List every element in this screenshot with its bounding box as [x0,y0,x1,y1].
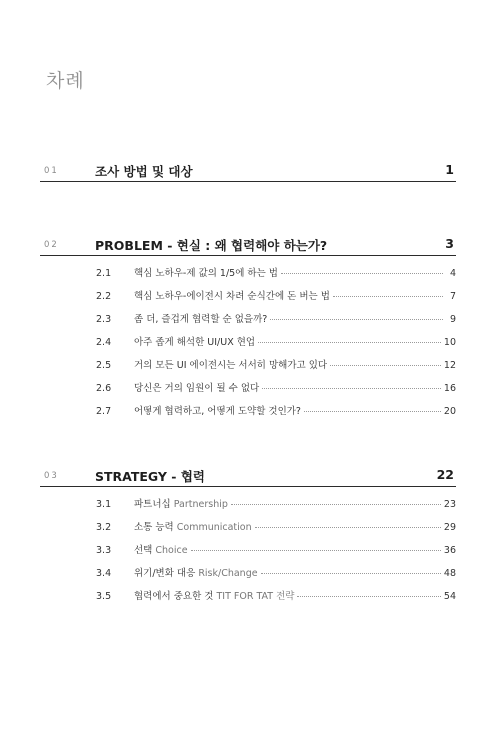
chapter-page-number: 22 [436,467,454,482]
section-page-number: 9 [449,314,456,325]
dot-leader [330,365,441,366]
toc-entry[interactable] [96,519,456,542]
section-page-number: 12 [443,360,456,371]
section-title: 선택 Choice [134,545,188,556]
section-number: 2.6 [96,383,112,394]
toc-entry[interactable] [96,265,456,288]
dot-leader [191,550,441,551]
section-title: 어떻게 협력하고, 어떻게 도약할 것인가? [134,406,301,417]
toc-entry[interactable] [96,496,456,519]
chapter-header[interactable] [40,466,456,487]
section-title: 아주 좁게 해석한 UI/UX 현업 [134,337,256,348]
section-number: 2.2 [96,291,112,302]
section-title: 파트너십 Partnership [134,499,228,510]
dot-leader [333,296,443,297]
chapter-03 [40,466,456,611]
section-page-number: 16 [443,383,456,394]
chapter-number: 02 [44,240,59,250]
dot-leader [304,411,441,412]
chapter-page-number: 1 [445,162,454,177]
section-page-number: 29 [443,522,456,533]
section-list [40,496,456,611]
section-title: 소통 능력 Communication [134,522,252,533]
dot-leader [297,596,440,597]
toc-title: 차례 [46,70,85,92]
chapter-number: 03 [44,471,59,481]
toc-entry[interactable] [96,311,456,334]
section-title: 핵심 노하우-에이전시 차려 순식간에 돈 버는 법 [134,291,330,302]
section-title: 거의 모든 UI 에이전시는 서서히 망해가고 있다 [134,360,328,371]
dot-leader [231,504,441,505]
dot-leader [255,527,441,528]
section-title: 위기/변화 대응 Risk/Change [134,568,258,579]
section-page-number: 7 [449,291,456,302]
dot-leader [262,388,441,389]
section-page-number: 54 [443,591,456,602]
chapter-header[interactable] [40,235,456,256]
chapter-page-number: 3 [445,236,454,251]
toc-entry[interactable] [96,403,456,426]
section-page-number: 20 [443,406,456,417]
dot-leader [258,342,441,343]
toc-entry[interactable] [96,380,456,403]
section-number: 3.1 [96,499,112,510]
section-page-number: 23 [443,499,456,510]
dot-leader [270,319,443,320]
toc-entry[interactable] [96,542,456,565]
section-list [40,265,456,426]
section-title: 당신은 거의 임원이 될 수 없다 [134,383,260,394]
section-number: 2.5 [96,360,112,371]
section-number: 2.1 [96,268,112,279]
section-page-number: 36 [443,545,456,556]
section-title: 핵심 노하우-제 값의 1/5에 하는 법 [134,268,278,279]
chapter-title: STRATEGY - 협력 [95,469,206,484]
chapter-title: PROBLEM - 현실 : 왜 협력해야 하는가? [95,238,328,253]
chapter-number: 01 [44,166,59,176]
section-number: 3.2 [96,522,112,533]
dot-leader [261,573,441,574]
toc-entry[interactable] [96,334,456,357]
section-number: 3.4 [96,568,112,579]
chapter-header[interactable] [40,161,456,182]
section-title: 좀 더, 즐겁게 협력할 순 없을까? [134,314,268,325]
dot-leader [281,273,443,274]
section-number: 2.7 [96,406,112,417]
section-page-number: 48 [443,568,456,579]
chapter-01 [40,161,456,182]
section-number: 3.3 [96,545,112,556]
chapter-02 [40,235,456,426]
section-number: 2.4 [96,337,112,348]
section-page-number: 10 [443,337,456,348]
section-number: 2.3 [96,314,112,325]
chapter-title: 조사 방법 및 대상 [95,164,193,179]
toc-entry[interactable] [96,565,456,588]
section-number: 3.5 [96,591,112,602]
section-page-number: 4 [449,268,456,279]
section-title: 협력에서 중요한 것 TIT FOR TAT 전략 [134,591,295,602]
toc-entry[interactable] [96,288,456,311]
toc-entry[interactable] [96,357,456,380]
toc-entry[interactable] [96,588,456,611]
